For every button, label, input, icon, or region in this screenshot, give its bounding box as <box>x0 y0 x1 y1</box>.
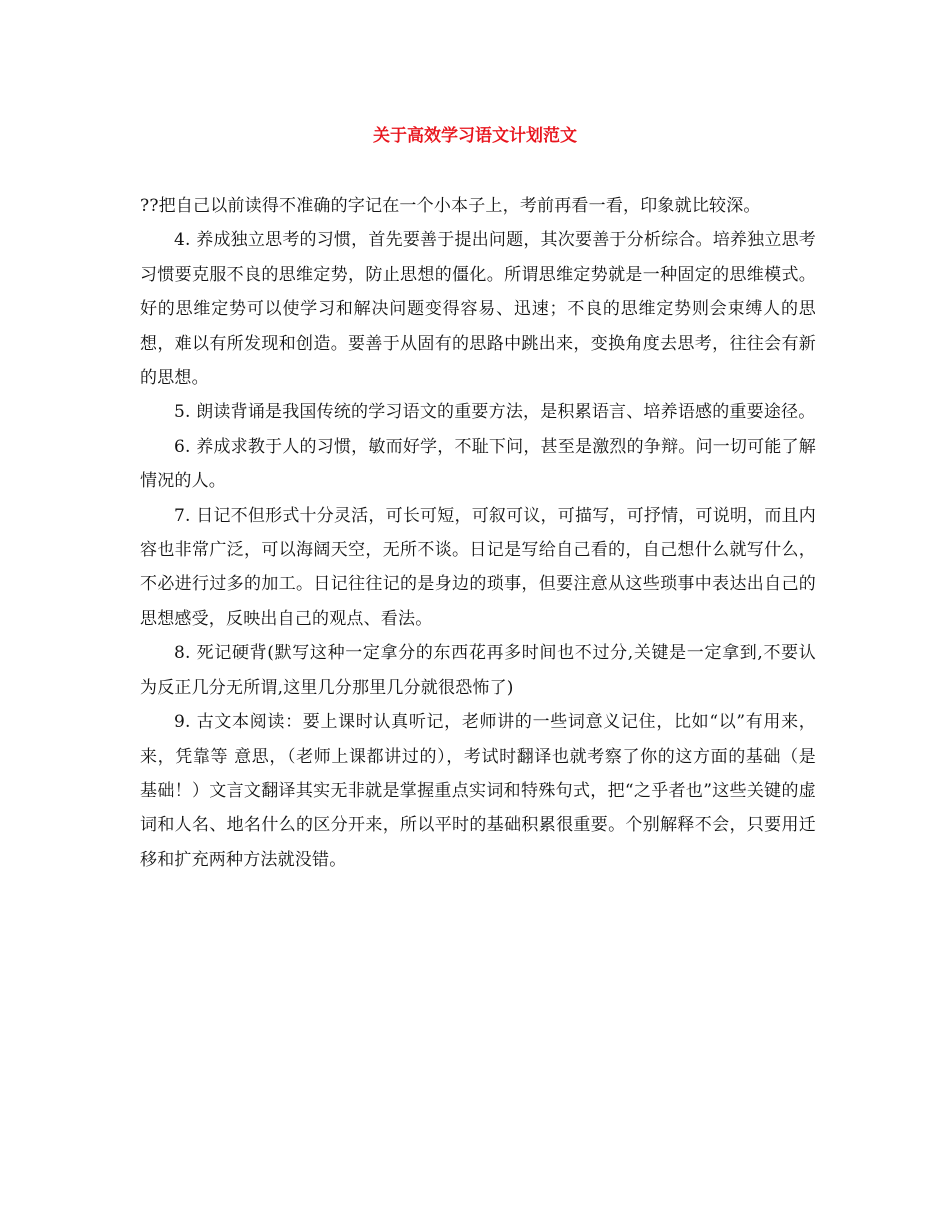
paragraph-item-4: 4. 养成独立思考的习惯，首先要善于提出问题，其次要善于分析综合。培养独立思考习惯要克服不良的思维定势，防止思想的僵化。所谓思维定势就是一种固定的思维模式。好的思维定势可以使学习和解决问题变得容易、迅速；不良的思维定势则会束缚人的思想，难以有所发现和创造。要善于从固有的思路中跳出来，变换角度去思考，往往会有新的思想。 <box>140 230 816 389</box>
paragraph-item-9: 9. 古文本阅读：要上课时认真听记，老师讲的一些词意义记住，比如“以”有用来，来，凭靠等 意思，（老师上课都讲过的），考试时翻译也就考察了你的这方面的基础（是基础！）文言文翻译其实无非就是掌握重点实词和特殊句式，把“之乎者也”这些关键的虚词和人名、地名什么的区分开来，所以平时的基础积累很重要。个别解释不会，只要用迁移和扩充两种方法就没错。 <box>140 712 816 870</box>
paragraph-item-8: 8. 死记硬背(默写这种一定拿分的东西花再多时间也不过分,关键是一定拿到,不要认为反正几分无所谓,这里几分那里几分就很恐怖了) <box>140 643 816 698</box>
paragraph-item-5: 5. 朗读背诵是我国传统的学习语文的重要方法，是积累语言、培养语感的重要途径。 <box>174 402 816 423</box>
paragraph-item-7: 7. 日记不但形式十分灵活，可长可短，可叙可议，可描写，可抒情，可说明，而且内容也非常广泛，可以海阔天空，无所不谈。日记是写给自己看的，自己想什么就写什么，不必进行过多的加工。日记往往记的是身边的琐事，但要注意从这些琐事中表达出自己的思想感受，反映出自己的观点、看法。 <box>140 505 816 629</box>
document-title: 关于高效学习语文计划范文 <box>373 126 577 146</box>
paragraph-item-6: 6. 养成求教于人的习惯，敏而好学，不耻下问，甚至是激烈的争辩。问一切可能了解情况的人。 <box>140 436 816 492</box>
document-body <box>140 189 816 877</box>
paragraph-continuation: ??把自己以前读得不准确的字记在一个小本子上，考前再看一看，印象就比较深。 <box>140 196 761 216</box>
